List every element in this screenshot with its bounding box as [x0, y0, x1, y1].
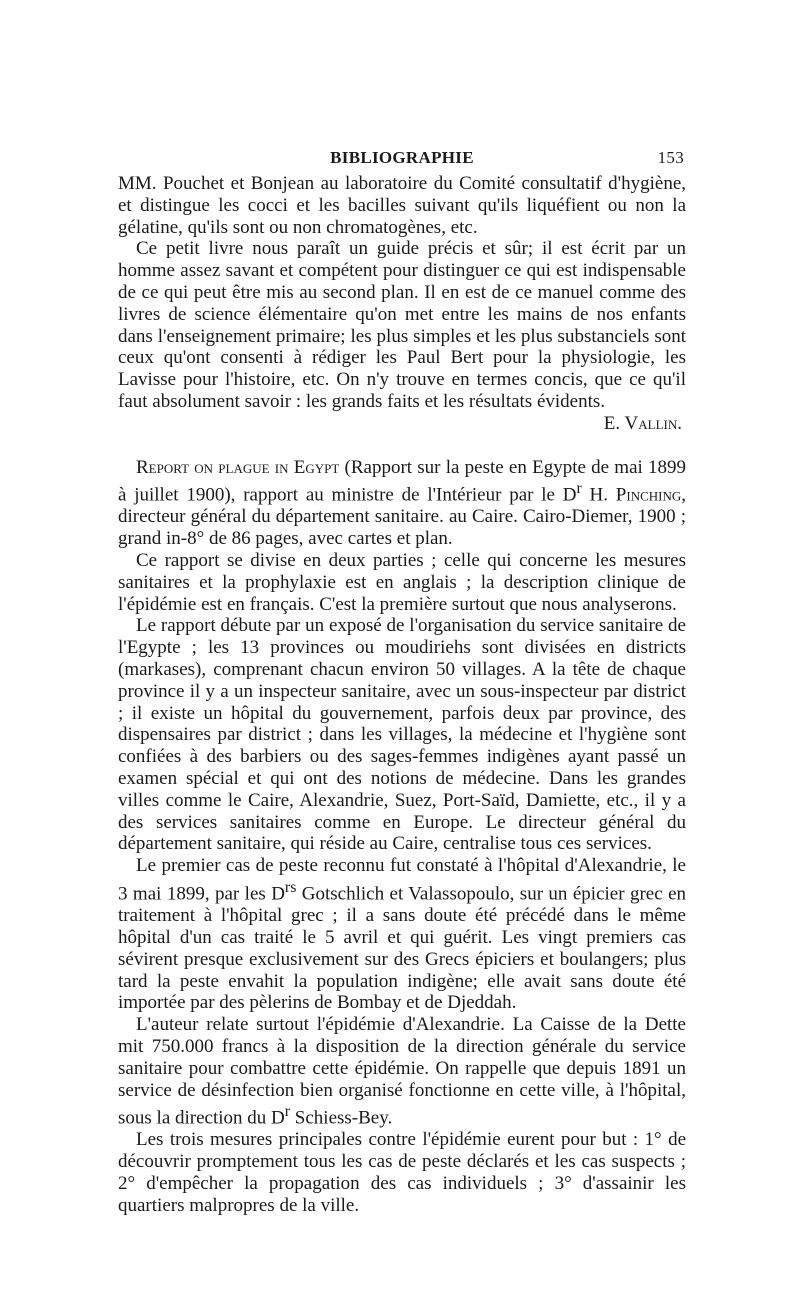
review2-paragraph-3-text-a: Le premier cas de peste reconnu fut constaté à l'hôpital d'Alexandrie, le 3 mai 1899, par les D	[118, 855, 686, 905]
review1-signature: E. Vallin.	[603, 412, 682, 434]
review2-paragraph-3	[118, 855, 686, 1014]
page-body	[118, 173, 686, 1217]
review1-paragraph-1: MM. Pouchet et Bonjean au laboratoire du Comité consultatif d'hygiène, et distingue les cocci et les bacilles suivant qu'ils liquéfient ou non la gélatine, qu'ils sont ou non chromatogènes, etc.	[118, 173, 686, 238]
review2-paragraph-4	[118, 1014, 686, 1129]
review2-paragraph-4-text-b: Schiess-Bey.	[290, 1107, 393, 1129]
review2-paragraph-5: Les trois mesures principales contre l'épidémie eurent pour but : 1° de découvrir promptement tous les cas de peste déclarés et les cas suspects ; 2° d'empêcher la propagation des cas individuels ; 3° d'assainir les quartiers malpropres de la ville.	[118, 1129, 686, 1216]
review2-paragraph-4-superscript: r	[284, 1103, 291, 1121]
review2-heading-text-1: (Rapport sur la peste en Egypte de mai 1899 à juillet 1900), rapport au ministre de l'Intérieur par le D	[118, 456, 687, 506]
review2-paragraph-4-text-a: L'auteur relate surtout l'épidémie d'Alexandrie. La Caisse de la Dette mit 750.000 francs à la disposition de la direction générale du service sanitaire pour combattre cette épidémie. On rappelle que depuis 1891 un service de désinfection bien organisé fonctionne en cette ville, à l'hôpital, sous la direction du D	[118, 1014, 686, 1129]
review2-heading-superscript: r	[576, 480, 582, 498]
review2-paragraph-3-superscript: rs	[284, 879, 297, 897]
page-number: 153	[657, 148, 684, 167]
review2-title: Report on plague in Egypt	[136, 456, 340, 478]
review2-heading	[118, 457, 686, 551]
review2-heading-text-2: , directeur général du département sanitaire. au Caire. Cairo-Diemer, 1900 ; grand in-8° de 86 pages, avec cartes et plan.	[118, 484, 687, 550]
review2-author: H. Pinching	[581, 484, 682, 506]
section-gap	[118, 435, 686, 457]
running-title: BIBLIOGRAPHIE	[330, 148, 474, 167]
review2-paragraph-2: Le rapport débute par un exposé de l'organisation du service sanitaire de l'Egypte ; les 13 provinces ou moudiriehs sont divisées en districts (markases), comprenant chacun environ 50 villages. A la tête de chaque province il y a un inspecteur sanitaire, avec un sous-inspecteur par district ; il existe un hôpital du gouvernement, parfois deux par province, des dispensaires par district ; dans les villages, la médecine et l'hygiène sont confiées à des barbiers ou des sages-femmes indigènes ayant passé un examen spécial et qui ont des notions de médecine. Dans les grandes villes comme le Caire, Alexandrie, Suez, Port-Saïd, Damiette, etc., il y a des services sanitaires comme en Europe. Le directeur général du département sanitaire, qui réside au Caire, centralise tous ces services.	[118, 615, 686, 855]
review2-paragraph-1: Ce rapport se divise en deux parties ; celle qui concerne les mesures sanitaires et la prophylaxie est en anglais ; la description clinique de l'épidémie est en français. C'est la première surtout que nous analyserons.	[118, 550, 686, 615]
review2-paragraph-3-text-b: Gotschlich et Valassopoulo, sur un épicier grec en traitement à l'hôpital grec ; il a sans doute été précédé dans le même hôpital d'un cas traité le 5 avril et qui guérit. Les vingt premiers cas sévirent presque exclusivement sur des Grecs épiciers et boulangers; plus tard la peste envahit la population indigène; elle avait sans doute été importée par des pèlerins de Bombay et de Djeddah.	[118, 883, 687, 1014]
review1-paragraph-2: Ce petit livre nous paraît un guide précis et sûr; il est écrit par un homme assez savant et compétent pour distinguer ce qui est indispensable de ce qui peut être mis au second plan. Il en est de ce manuel comme des livres de science élémentaire qu'on met entre les mains de nos enfants dans l'enseignement primaire; les plus simples et les plus substanciels sont ceux qu'ont consenti à rédiger les Paul Bert pour la physiologie, les Lavisse pour l'histoire, etc. On n'y trouve en termes concis, que ce qu'il faut absolument savoir : les grands faits et les résultats évidents.	[118, 238, 686, 412]
page-header	[118, 148, 686, 172]
